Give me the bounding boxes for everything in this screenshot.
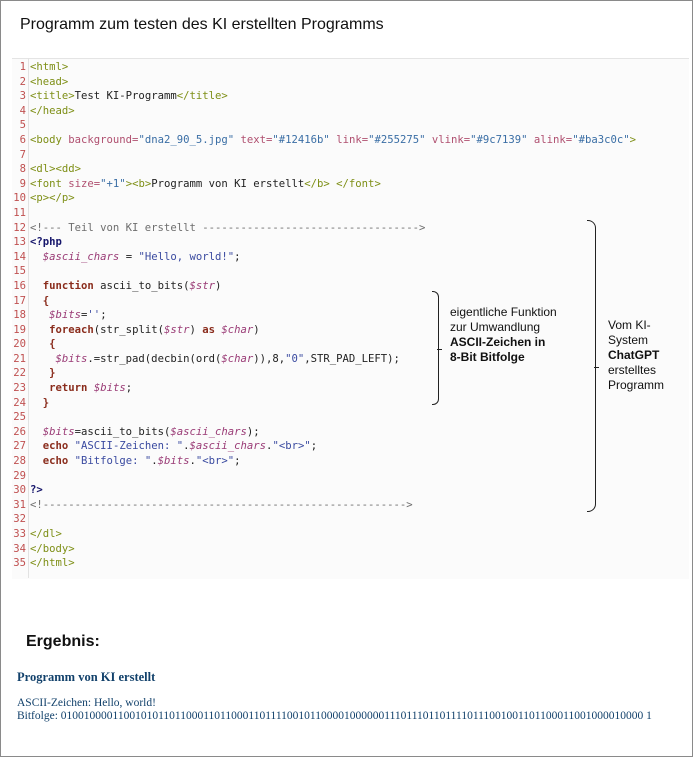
program-annotation — [608, 318, 664, 393]
code-token: "#9c7139" — [470, 133, 534, 146]
code-token: echo — [42, 440, 69, 453]
function-annotation-line: eigentliche Funktion — [450, 305, 557, 319]
code-line — [12, 250, 636, 265]
code-token: "#255275" — [368, 133, 432, 146]
result-bits-line: Bitfolge: 0100100001100101011011000110110001101111001011000010000001110111011011110111001001101100011001000010000 1 — [17, 710, 652, 722]
code-token: function — [42, 279, 94, 292]
function-annotation-line: ASCII-Zeichen in — [450, 335, 546, 349]
line-number: 4 — [19, 104, 26, 117]
code-token: . — [151, 455, 158, 468]
line-number: 26 — [13, 425, 26, 438]
code-token: ) — [253, 323, 260, 336]
code-token: ; — [234, 250, 241, 263]
code-token: "<br>" — [195, 455, 235, 468]
code-token: )),8, — [253, 352, 286, 365]
code-token: } — [30, 367, 56, 380]
line-number: 16 — [13, 279, 26, 292]
line-number: 25 — [13, 411, 26, 424]
code-token: "ASCII-Zeichen: " — [74, 440, 184, 453]
code-token: $ascii_chars — [189, 440, 267, 453]
code-token: ; — [125, 382, 133, 395]
code-token: =ascii_to_bits( — [74, 425, 171, 438]
result-ascii-line: ASCII-Zeichen: Hello, world! — [17, 697, 156, 709]
code-line — [12, 148, 636, 163]
code-token: { — [30, 294, 50, 307]
code-line — [12, 469, 636, 484]
code-token: alink= — [533, 133, 573, 146]
code-line — [12, 439, 636, 454]
line-number: 35 — [13, 557, 26, 570]
code-token — [30, 280, 43, 292]
code-token: } — [30, 396, 50, 409]
code-line — [12, 454, 636, 469]
code-token: "0" — [285, 352, 305, 365]
code-line — [12, 279, 636, 294]
line-number: 1 — [19, 61, 26, 73]
code-line — [12, 410, 636, 425]
code-line — [12, 396, 636, 411]
code-token: $bits — [49, 309, 82, 322]
code-token: . — [266, 440, 273, 453]
code-token — [30, 382, 49, 394]
code-token: $str — [163, 323, 190, 336]
line-number: 29 — [13, 469, 26, 482]
program-brace-tip — [594, 361, 599, 368]
code-token: $ascii_chars — [42, 250, 120, 263]
code-token: Test KI-Programm — [74, 90, 177, 103]
line-number: 14 — [13, 250, 26, 263]
code-token: text= — [240, 133, 273, 146]
program-annotation-line: System — [608, 333, 649, 347]
code-line — [12, 425, 636, 440]
code-token: . — [183, 440, 190, 453]
code-token: ; — [310, 440, 318, 453]
code-token: <p></p> — [30, 192, 75, 205]
line-number: 15 — [13, 265, 26, 278]
line-number: 5 — [19, 119, 26, 132]
code-token: (str_split( — [93, 323, 164, 336]
code-token: $bits — [42, 425, 75, 438]
code-line — [12, 162, 636, 177]
code-token: <?php — [30, 236, 62, 249]
code-token: = — [119, 250, 139, 263]
code-token: <title> — [30, 90, 75, 103]
code-token: </b> </font> — [304, 177, 381, 190]
code-line — [12, 483, 636, 498]
code-token — [30, 440, 43, 452]
code-token: </body> — [30, 542, 75, 555]
code-token: "Bitfolge: " — [74, 455, 152, 468]
code-line — [12, 512, 636, 527]
line-number: 13 — [13, 236, 26, 249]
line-number: 28 — [13, 455, 26, 468]
line-number: 34 — [13, 542, 26, 555]
code-token: $bits — [55, 352, 88, 365]
code-line — [12, 89, 636, 104]
result-title: Programm von KI erstellt — [17, 670, 156, 684]
program-annotation-line: Vom KI- — [608, 318, 651, 332]
code-line — [12, 264, 636, 279]
line-number: 21 — [13, 352, 26, 365]
line-number: 27 — [13, 440, 26, 453]
line-number: 31 — [13, 498, 26, 511]
code-token: </head> — [30, 104, 75, 117]
line-number: 18 — [13, 309, 26, 322]
code-token: . — [189, 455, 196, 468]
code-token: </title> — [176, 90, 228, 103]
code-token: ,STR_PAD_LEFT); — [304, 352, 400, 365]
code-token: </dl> — [30, 528, 62, 540]
code-token: echo — [42, 455, 69, 468]
line-number: 17 — [13, 294, 26, 307]
line-number: 22 — [13, 367, 26, 380]
code-line — [12, 133, 636, 148]
line-number: 24 — [13, 396, 26, 409]
line-number: 6 — [19, 133, 26, 146]
code-token: link= — [336, 133, 369, 146]
code-token: background= — [68, 133, 139, 146]
function-annotation-line: zur Umwandlung — [450, 320, 541, 334]
code-line — [12, 498, 636, 513]
code-line — [12, 366, 636, 381]
code-token: $bits — [157, 455, 190, 468]
function-annotation-line: 8-Bit Bitfolge — [450, 350, 525, 364]
code-token — [30, 324, 49, 336]
code-line — [12, 381, 636, 396]
code-token — [30, 309, 49, 321]
code-token: <!---------------------------------------------------------> — [30, 498, 413, 511]
code-token: </html> — [30, 557, 75, 570]
code-token: ) — [189, 323, 203, 336]
line-number: 7 — [19, 148, 26, 161]
line-number: 2 — [19, 75, 26, 88]
program-annotation-line: erstelltes — [608, 363, 657, 377]
line-number: 11 — [13, 206, 26, 219]
code-token: as — [202, 323, 216, 336]
code-token: ) — [214, 279, 222, 292]
code-line — [12, 104, 636, 119]
code-line — [12, 542, 636, 557]
code-token: <!--- Teil von KI erstellt ----------------------------------> — [30, 221, 426, 234]
code-line — [12, 527, 636, 542]
code-token: $char — [221, 352, 254, 365]
line-number: 19 — [13, 323, 26, 336]
code-token: .=str_pad(decbin(ord( — [87, 352, 222, 365]
code-token: foreach — [49, 323, 94, 336]
code-token: $str — [189, 279, 215, 292]
code-line — [12, 191, 636, 206]
code-token: { — [30, 338, 56, 351]
code-token: <font — [30, 177, 69, 190]
code-token: size= — [68, 177, 101, 190]
result-heading: Ergebnis: — [26, 633, 100, 650]
code-token: ); — [246, 425, 260, 438]
code-token: "#12416b" — [272, 133, 337, 146]
line-number: 9 — [19, 177, 26, 190]
line-number: 8 — [19, 163, 26, 176]
code-line — [12, 556, 636, 571]
code-token: <head> — [30, 75, 69, 88]
code-token: "+1" — [100, 177, 126, 190]
code-token — [30, 353, 56, 365]
code-token — [30, 426, 43, 438]
code-token: $char — [221, 323, 254, 336]
line-number: 23 — [13, 382, 26, 395]
code-token: <body — [30, 133, 69, 146]
function-brace-tip — [437, 343, 442, 350]
code-token: ><b> — [125, 177, 152, 190]
code-token: ; — [100, 309, 107, 322]
code-token: '' — [87, 309, 101, 322]
page-title: Programm zum testen des KI erstellten Programms — [20, 16, 384, 33]
code-token: "dna2_90_5.jpg" — [138, 133, 241, 146]
code-line — [12, 235, 636, 250]
code-line — [12, 206, 636, 221]
code-token: "Hello, world!" — [138, 250, 235, 263]
function-annotation — [450, 305, 557, 365]
line-number: 10 — [13, 192, 26, 205]
code-token: <html> — [30, 61, 69, 73]
line-number: 30 — [13, 484, 26, 497]
code-line — [12, 75, 636, 90]
code-token: $ascii_chars — [170, 425, 247, 438]
code-line — [12, 60, 636, 75]
line-number: 33 — [13, 528, 26, 540]
code-line — [12, 221, 636, 236]
line-number: 32 — [13, 513, 26, 526]
code-token: Programm von KI erstellt — [151, 177, 305, 190]
line-number: 3 — [19, 90, 26, 103]
code-token: ascii_to_bits( — [93, 279, 190, 292]
code-token: "#ba3c0c" — [572, 133, 630, 146]
code-token: $bits — [93, 382, 126, 395]
code-line — [12, 177, 636, 192]
code-token: return — [49, 382, 88, 395]
line-number: 12 — [13, 221, 26, 234]
code-token: = — [81, 309, 88, 322]
code-token: ?> — [30, 484, 43, 497]
code-token — [30, 251, 43, 263]
code-token: vlink= — [431, 133, 471, 146]
code-token: > — [629, 133, 636, 146]
code-token: ; — [234, 455, 241, 468]
program-annotation-line: ChatGPT — [608, 348, 660, 362]
code-token — [30, 455, 43, 467]
code-token: <dl><dd> — [30, 163, 82, 176]
line-number: 20 — [13, 338, 26, 351]
program-annotation-line: Programm — [608, 378, 665, 392]
code-line — [12, 118, 636, 133]
code-token: "<br>" — [272, 440, 311, 453]
